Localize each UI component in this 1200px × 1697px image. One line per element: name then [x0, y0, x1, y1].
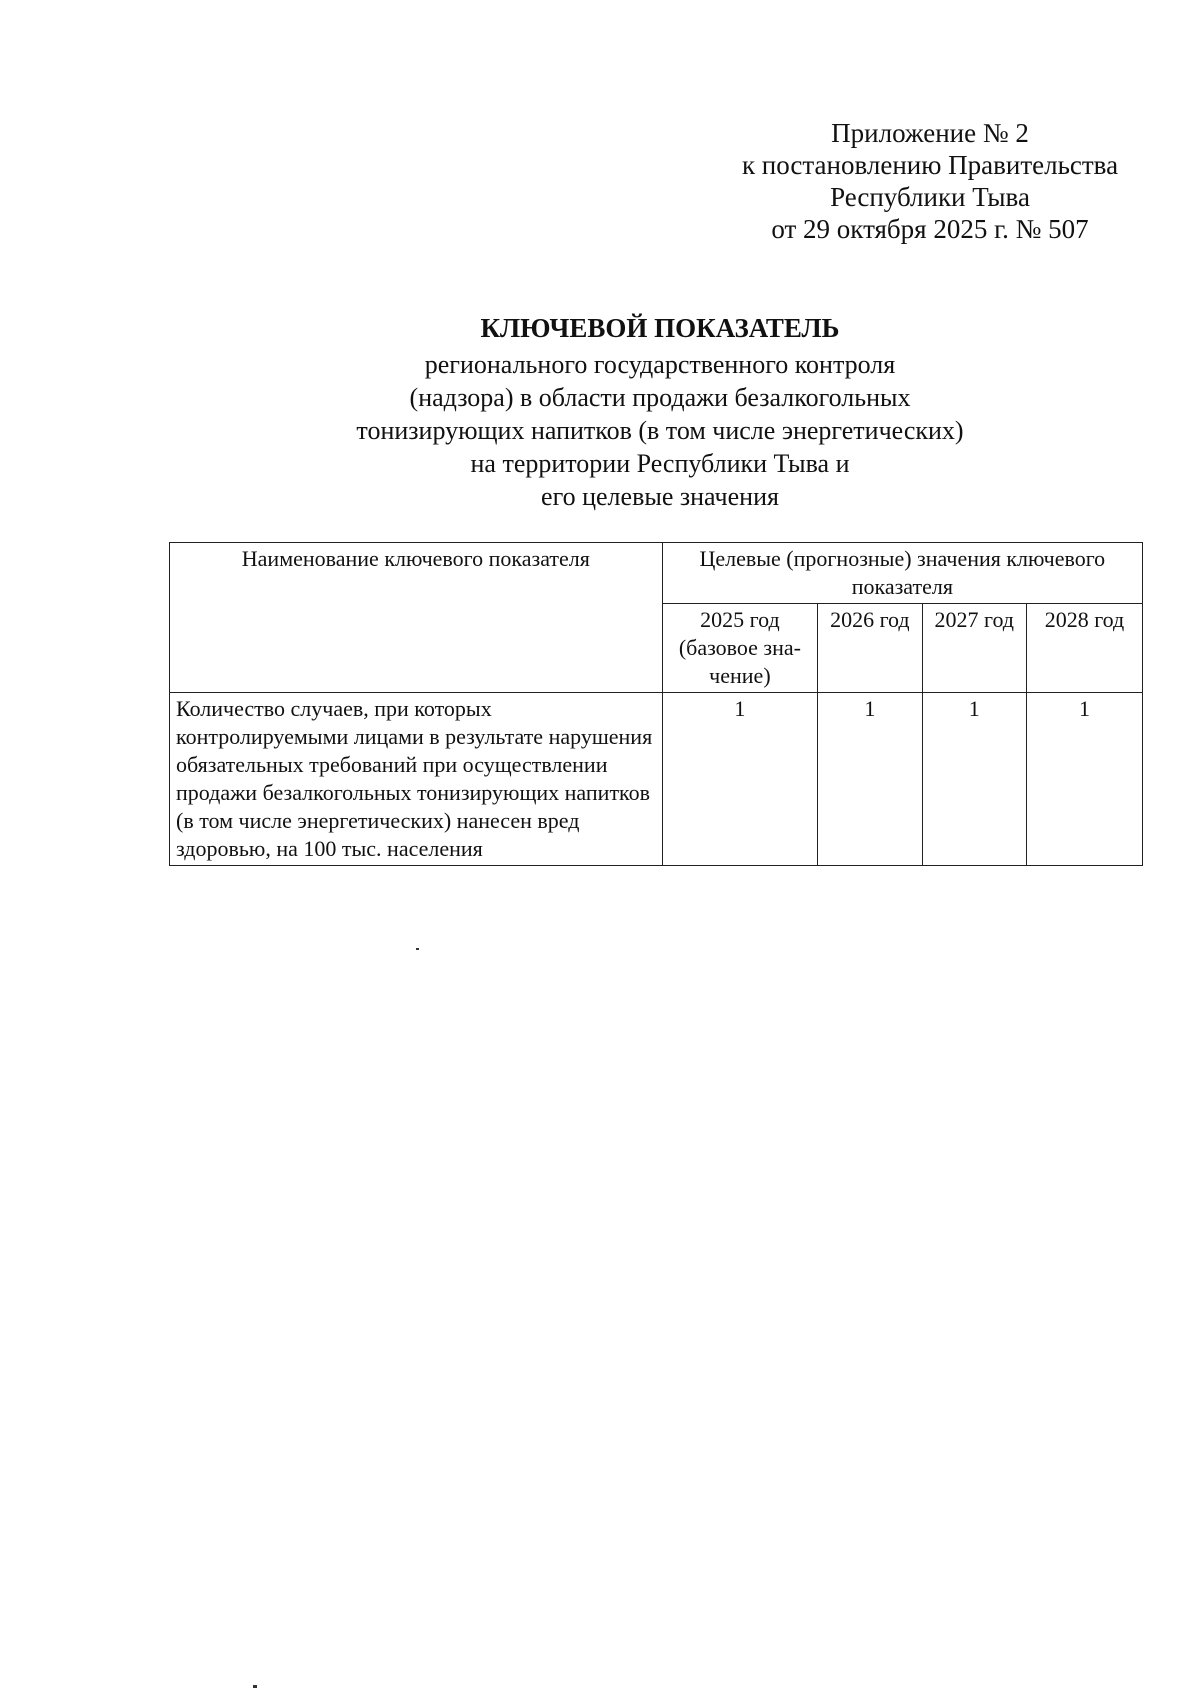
document-title [220, 310, 1100, 513]
key-indicator-table [169, 542, 1143, 866]
subtitle-line: тонизирующих напитков (в том числе энергетических) [356, 416, 964, 445]
value-2025-cell: 1 [662, 693, 818, 866]
subtitle-line: (надзора) в области продажи безалкогольных [409, 383, 911, 412]
header-target-values: Целевые (прогнозные) значения ключевого показателя [662, 543, 1142, 604]
indicator-name-cell: Количество случаев, при которых контролируемыми лицами в результате нарушения обязательных требований при осуществлении продажи безалкогольных тонизирующих напитков (в том числе энергетических) нанесен вред здоровью, на 100 тыс. населения [170, 693, 663, 866]
appendix-resolution: к постановлению Правительства [741, 150, 1119, 180]
header-year-2025: 2025 год (базовое зна-чение) [662, 604, 818, 693]
value-2026-cell: 1 [818, 693, 922, 866]
appendix-republic: Республики Тыва [830, 182, 1030, 212]
appendix-date: от 29 октября 2025 г. № 507 [771, 214, 1089, 244]
title-main: КЛЮЧЕВОЙ ПОКАЗАТЕЛЬ [480, 313, 840, 343]
appendix-reference [700, 117, 1160, 245]
title-subtitle [220, 348, 1100, 513]
subtitle-line: на территории Республики Тыва и [470, 449, 850, 478]
value-2028-cell: 1 [1026, 693, 1142, 866]
header-year-2027: 2027 год [922, 604, 1026, 693]
appendix-number: Приложение № 2 [831, 118, 1029, 148]
subtitle-line: регионального государственного контроля [424, 350, 896, 379]
table-row [170, 693, 1143, 866]
subtitle-line: его целевые значения [541, 482, 779, 511]
header-year-2028: 2028 год [1026, 604, 1142, 693]
scan-artifact [253, 1685, 257, 1688]
scan-artifact [416, 948, 419, 950]
header-indicator-name: Наименование ключевого показателя [170, 543, 663, 693]
header-year-2026: 2026 год [818, 604, 922, 693]
value-2027-cell: 1 [922, 693, 1026, 866]
